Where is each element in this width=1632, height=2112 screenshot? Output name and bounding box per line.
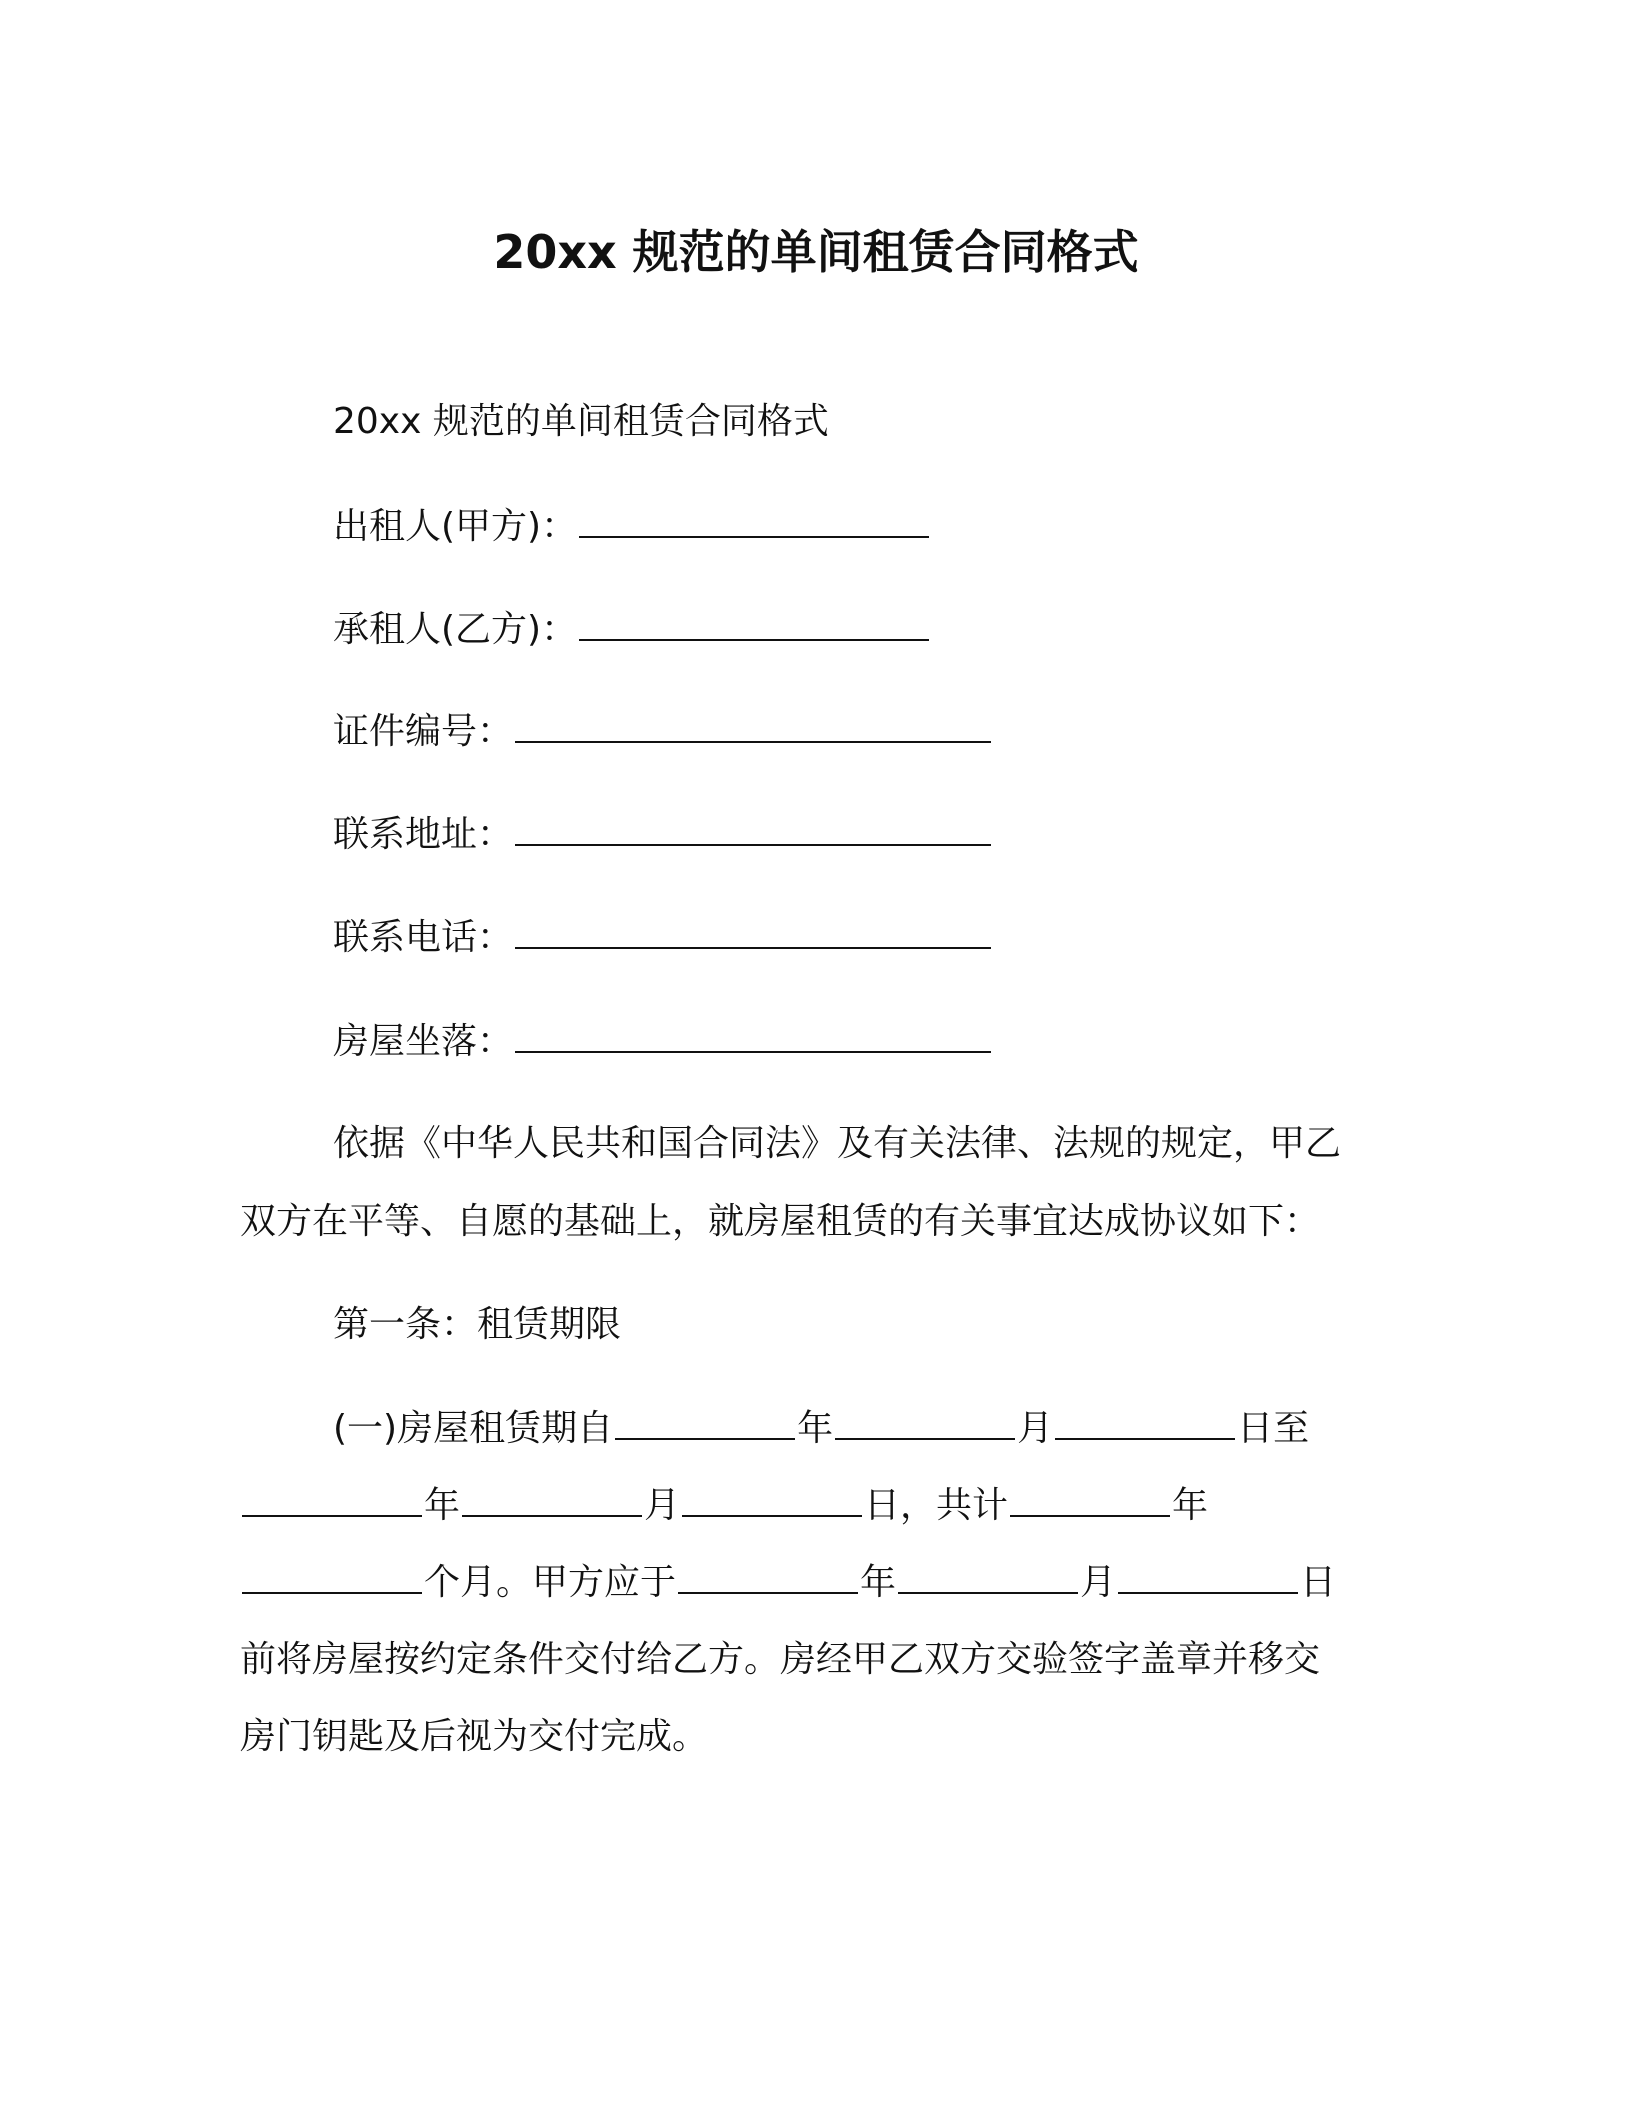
article-1-line-3 [240, 1558, 1336, 1607]
field-label: 房屋坐落： [333, 1021, 514, 1062]
field-label: 联系电话： [333, 917, 514, 958]
text-segment: 年 [860, 1562, 897, 1603]
text-segment: 月 [644, 1485, 681, 1526]
field-lessee [333, 605, 931, 654]
text-segment: 个月。甲方应于 [424, 1562, 677, 1603]
document-subtitle: 20xx 规范的单间租赁合同格式 [333, 401, 829, 442]
blank-line [1118, 1558, 1298, 1594]
document-title: 20xx 规范的单间租赁合同格式 [493, 225, 1139, 279]
blank-line [898, 1558, 1078, 1594]
text-segment: 年 [797, 1408, 834, 1449]
field-label: 出租人(甲方)： [333, 506, 578, 547]
blank-line [835, 1404, 1015, 1440]
field-id-number [333, 707, 993, 756]
text-segment: 年 [1172, 1485, 1209, 1526]
text-segment: 月 [1080, 1562, 1117, 1603]
article-1-line-1 [333, 1404, 1309, 1453]
blank-line [515, 707, 991, 743]
text-segment: 日，共计 [864, 1485, 1009, 1526]
blank-line [615, 1404, 795, 1440]
text-segment: 日 [1300, 1562, 1337, 1603]
article-1-line-4: 前将房屋按约定条件交付给乙方。房经甲乙双方交验签字盖章并移交 [240, 1639, 1321, 1680]
field-lessor [333, 502, 931, 551]
text-segment: (一)房屋租赁期自 [333, 1408, 614, 1449]
blank-line [242, 1558, 422, 1594]
article-1-line-5: 房门钥匙及后视为交付完成。 [240, 1716, 709, 1757]
blank-line [1055, 1404, 1235, 1440]
text-segment: 月 [1017, 1408, 1054, 1449]
article-1-heading: 第一条：租赁期限 [333, 1304, 622, 1345]
blank-line [515, 810, 991, 846]
field-label: 承租人(乙方)： [333, 609, 578, 650]
intro-line-2: 双方在平等、自愿的基础上，就房屋租赁的有关事宜达成协议如下： [240, 1201, 1321, 1242]
field-phone [333, 913, 993, 962]
blank-line [515, 913, 991, 949]
blank-line [579, 502, 929, 538]
blank-line [682, 1481, 862, 1517]
article-1-line-2 [240, 1481, 1208, 1530]
blank-line [1010, 1481, 1170, 1517]
intro-line-1: 依据《中华人民共和国合同法》及有关法律、法规的规定，甲乙 [333, 1123, 1342, 1164]
blank-line [678, 1558, 858, 1594]
blank-line [462, 1481, 642, 1517]
text-segment: 年 [424, 1485, 461, 1526]
field-label: 证件编号： [333, 711, 514, 752]
text-segment: 日至 [1237, 1408, 1310, 1449]
field-address [333, 810, 993, 859]
field-property-location [333, 1017, 993, 1066]
blank-line [515, 1017, 991, 1053]
blank-line [579, 605, 929, 641]
blank-line [242, 1481, 422, 1517]
field-label: 联系地址： [333, 814, 514, 855]
